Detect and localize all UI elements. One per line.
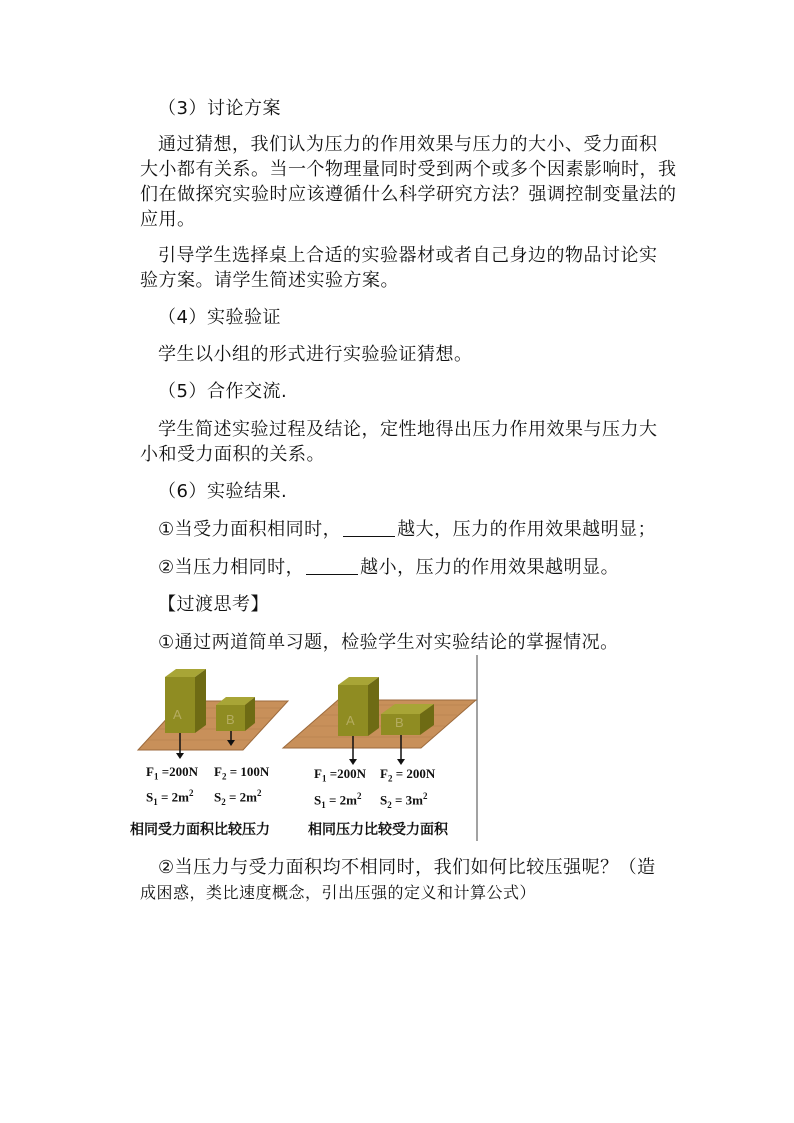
box-a-side bbox=[368, 677, 379, 736]
fill-blank bbox=[306, 556, 358, 575]
result-text: 越大，压力的作用效果越明显； bbox=[397, 519, 657, 540]
area-s2-label: $S_2 = 3m^2$ bbox=[380, 791, 428, 810]
section-heading-result: （6）实验结果. bbox=[158, 481, 288, 502]
box-a-side bbox=[195, 669, 206, 733]
figure-caption-right: 相同压力比较受力面积 bbox=[308, 822, 448, 838]
area-s1-label: $S_1 = 2m^2$ bbox=[146, 788, 194, 807]
result-text: ①当受力面积相同时， bbox=[158, 519, 342, 540]
section-heading-exchange: （5）合作交流. bbox=[158, 381, 288, 402]
force-f2-label: $F_2 = 100N$ bbox=[214, 764, 270, 782]
section-heading-verify: （4）实验验证 bbox=[158, 307, 281, 328]
force-f1-label: $F_1 =200N$ bbox=[146, 764, 198, 782]
arrow-head bbox=[349, 759, 357, 765]
paragraph-line: ②当压力与受力面积均不相同时，我们如何比较压强呢？（造 bbox=[158, 857, 656, 878]
paragraph-line: 引导学生选择桌上合适的实验器材或者自己身边的物品讨论实 bbox=[158, 245, 658, 266]
area-s2-label: $S_2 = 2m^2$ bbox=[214, 788, 262, 807]
paragraph-line: 通过猜想，我们认为压力的作用效果与压力的大小、受力面积 bbox=[158, 134, 658, 155]
wooden-board bbox=[283, 700, 476, 748]
paragraph-line: 验方案。请学生简述实验方案。 bbox=[140, 270, 399, 291]
paragraph-line: 们在做探究实验时应该遵循什么科学研究方法？强调控制变量法的 bbox=[140, 184, 677, 205]
box-a-label: A bbox=[173, 707, 182, 722]
arrow-head bbox=[176, 753, 184, 759]
paragraph-line: 大小都有关系。当一个物理量同时受到两个或多个因素影响时，我 bbox=[140, 159, 677, 180]
box-a bbox=[338, 685, 368, 736]
paragraph-line: ①通过两道简单习题，检验学生对实验结论的掌握情况。 bbox=[158, 632, 619, 653]
force-f1-label: $F_1 =200N$ bbox=[314, 766, 366, 784]
paragraph-line: 学生简述实验过程及结论，定性地得出压力作用效果与压力大 bbox=[158, 419, 658, 440]
fill-blank bbox=[343, 518, 395, 537]
paragraph-line: 学生以小组的形式进行实验验证猜想。 bbox=[158, 344, 473, 365]
result-text: ②当压力相同时， bbox=[158, 557, 305, 578]
wooden-board bbox=[138, 701, 288, 750]
result-line-1 bbox=[158, 517, 656, 543]
box-b-label: B bbox=[395, 715, 404, 730]
paragraph-line: 小和受力面积的关系。 bbox=[140, 444, 325, 465]
box-a-label: A bbox=[346, 713, 355, 728]
section-heading-discuss-plan: （3）讨论方案 bbox=[158, 98, 281, 119]
paragraph-line: 成困惑，类比速度概念，引出压强的定义和计算公式） bbox=[140, 883, 537, 902]
figure-caption-left: 相同受力面积比较压力 bbox=[130, 822, 270, 838]
area-s1-label: $S_1 = 2m^2$ bbox=[314, 791, 362, 810]
figure-illustration bbox=[118, 655, 480, 841]
pressure-experiment-figure bbox=[118, 655, 480, 841]
paragraph-line: 应用。 bbox=[140, 209, 196, 230]
arrow-head bbox=[397, 759, 405, 765]
force-f2-label: $F_2 = 200N$ bbox=[380, 766, 436, 784]
box-b-label: B bbox=[226, 712, 235, 727]
section-heading-transition: 【过渡思考】 bbox=[158, 594, 269, 615]
result-line-2 bbox=[158, 555, 619, 581]
box-a bbox=[165, 677, 195, 733]
result-text: 越小，压力的作用效果越明显。 bbox=[360, 557, 620, 578]
